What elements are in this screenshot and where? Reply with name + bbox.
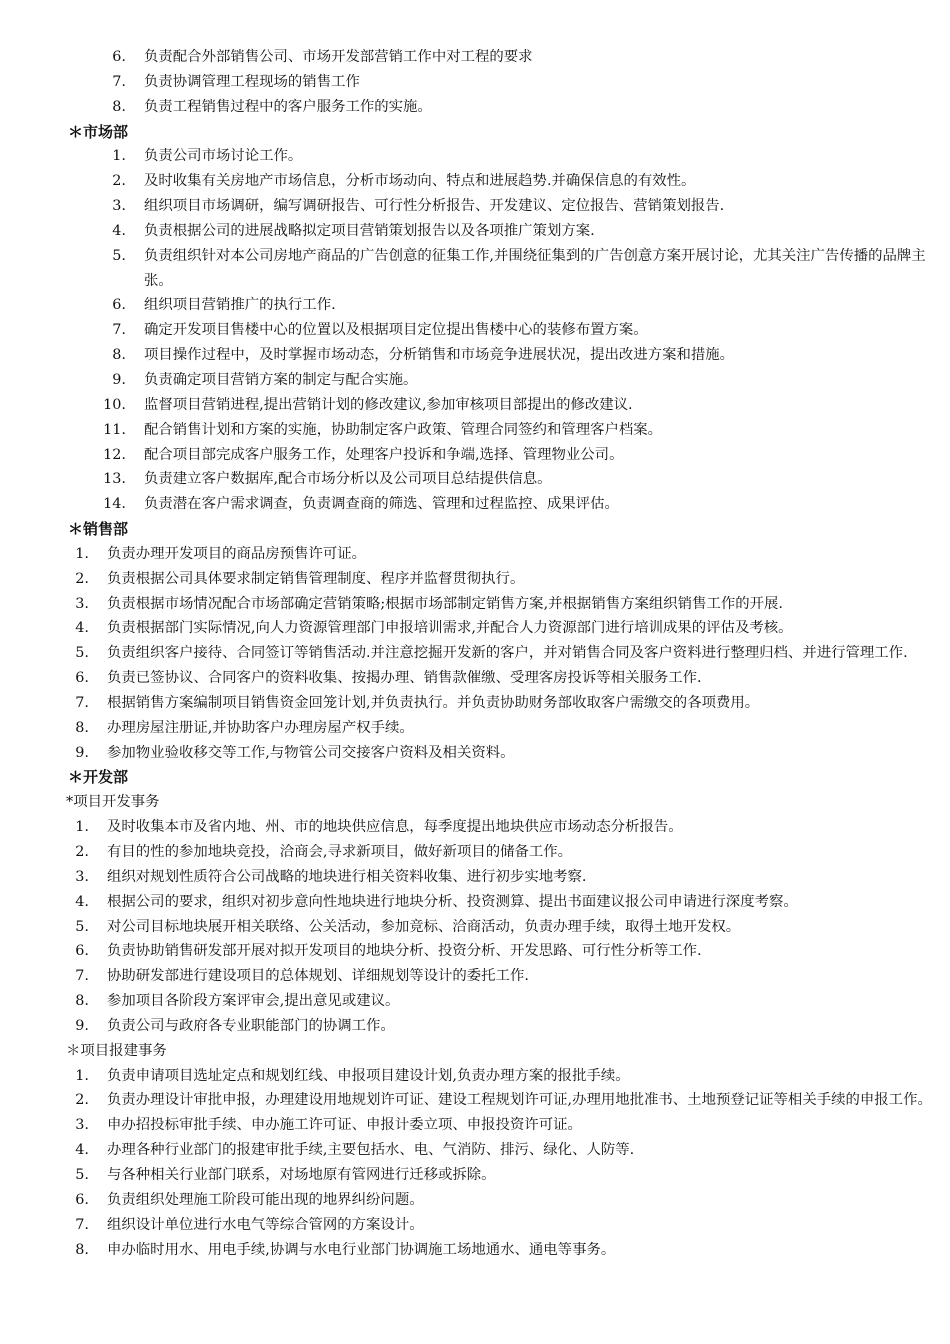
item-text: 申办招投标审批手续、申办施工许可证、申报计委立项、申报投资许可证。 bbox=[107, 1117, 582, 1134]
item-text: 负责组织针对本公司房地产商品的广告创意的征集工作,并围绕征集到的广告创意方案开展讨论，尤其关注广告传播的品牌主张。 bbox=[144, 247, 926, 289]
list-item bbox=[0, 616, 950, 641]
item-text: 负责潜在客户需求调查，负责调查商的筛选、管理和过程监控、成果评估。 bbox=[144, 496, 619, 513]
list-item bbox=[0, 1064, 950, 1089]
item-text: 根据销售方案编制项目销售资金回笼计划,并负责执行。并负责协助财务部收取客户需缴交的各项费用。 bbox=[107, 694, 760, 711]
list-item bbox=[0, 194, 950, 219]
list-item bbox=[0, 1238, 950, 1263]
list-item bbox=[0, 592, 950, 617]
list-item bbox=[0, 666, 950, 691]
item-number: 4. bbox=[75, 1142, 89, 1159]
list-item bbox=[0, 45, 950, 70]
list-item bbox=[0, 1113, 950, 1138]
list-item bbox=[0, 467, 950, 492]
item-number: 10. bbox=[103, 396, 126, 413]
item-number: 2. bbox=[75, 570, 89, 587]
list-item bbox=[0, 1138, 950, 1163]
item-text: 负责根据市场情况配合市场部确定营销策略;根据市场部制定销售方案,并根据销售方案组织销售工作的开展. bbox=[107, 595, 783, 612]
item-number: 4. bbox=[75, 893, 89, 910]
list-item bbox=[0, 293, 950, 318]
item-number: 9. bbox=[75, 1017, 89, 1034]
list-item bbox=[0, 1088, 950, 1113]
item-text: 组织对规划性质符合公司战略的地块进行相关资料收集、进行初步实地考察. bbox=[107, 868, 587, 885]
list-item bbox=[0, 343, 950, 368]
item-number: 8. bbox=[75, 719, 89, 736]
list-item bbox=[0, 169, 950, 194]
project-dev-list bbox=[0, 815, 950, 1039]
item-text: 组织项目市场调研，编写调研报告、可行性分析报告、开发建议、定位报告、营销策划报告. bbox=[144, 198, 725, 215]
item-text: 项目操作过程中，及时掌握市场动态，分析销售和市场竞争进展状况，提出改进方案和措施。 bbox=[144, 347, 735, 364]
item-number: 2. bbox=[75, 844, 89, 860]
item-text: 确定开发项目售楼中心的位置以及根据项目定位提出售楼中心的装修布置方案。 bbox=[144, 322, 648, 339]
item-text: 负责根据公司的进展战略拟定项目营销策划报告以及各项推广策划方案. bbox=[144, 222, 595, 239]
list-item bbox=[0, 865, 950, 890]
list-item bbox=[0, 567, 950, 592]
item-number: 3. bbox=[75, 1117, 89, 1134]
list-item bbox=[0, 368, 950, 393]
item-number: 8. bbox=[75, 1241, 89, 1258]
list-item bbox=[0, 964, 950, 989]
item-number: 1. bbox=[112, 148, 126, 165]
list-item bbox=[0, 318, 950, 343]
item-number: 6. bbox=[75, 1191, 89, 1208]
list-item bbox=[0, 989, 950, 1014]
item-text: 负责公司与政府各专业职能部门的协调工作。 bbox=[107, 1017, 395, 1034]
list-item bbox=[0, 691, 950, 716]
item-number: 14. bbox=[103, 496, 126, 513]
list-item bbox=[0, 939, 950, 964]
item-number: 6. bbox=[75, 943, 89, 960]
list-item bbox=[0, 741, 950, 766]
item-text: 办理各种行业部门的报建审批手续,主要包括水、电、气消防、排污、绿化、人防等. bbox=[107, 1142, 635, 1159]
project-permit-list bbox=[0, 1064, 950, 1263]
project-dev-subheading: *项目开发事务 bbox=[66, 794, 160, 811]
list-item bbox=[0, 219, 950, 244]
item-number: 8. bbox=[75, 993, 89, 1010]
item-number: 7. bbox=[75, 968, 89, 985]
item-number: 3. bbox=[75, 595, 89, 612]
item-text: 参加项目各阶段方案评审会,提出意见或建议。 bbox=[107, 993, 400, 1010]
list-item bbox=[0, 144, 950, 169]
list-item bbox=[0, 393, 950, 418]
item-number: 1. bbox=[75, 545, 89, 562]
list-item bbox=[0, 815, 950, 840]
item-text: 负责组织处理施工阶段可能出现的地界纠纷问题。 bbox=[107, 1191, 424, 1208]
item-number: 1. bbox=[75, 819, 89, 836]
list-item bbox=[0, 1213, 950, 1238]
item-text: 对公司目标地块展开相关联络、公关活动，参加竞标、洽商活动，负责办理手续，取得土地开发权。 bbox=[107, 918, 741, 935]
item-number: 4. bbox=[75, 620, 89, 637]
item-number: 7. bbox=[112, 322, 126, 339]
list-item bbox=[0, 1014, 950, 1039]
item-text: 负责公司市场讨论工作。 bbox=[144, 148, 303, 165]
list-item bbox=[0, 1188, 950, 1213]
item-number: 4. bbox=[112, 222, 126, 239]
list-item bbox=[0, 492, 950, 517]
list-item bbox=[0, 890, 950, 915]
item-text: 负责工程销售过程中的客户服务工作的实施。 bbox=[144, 98, 432, 115]
item-number: 5. bbox=[75, 1166, 89, 1183]
item-text: 负责协助销售研发部开展对拟开发项目的地块分析、投资分析、开发思路、可行性分析等工作. bbox=[107, 943, 702, 960]
list-item bbox=[0, 70, 950, 95]
sales-dept-list bbox=[0, 542, 950, 766]
item-number: 2. bbox=[75, 1092, 89, 1109]
item-text: 配合项目部完成客户服务工作，处理客户投诉和争端,选择、管理物业公司。 bbox=[144, 446, 624, 463]
item-number: 6. bbox=[75, 670, 89, 687]
list-item bbox=[0, 95, 950, 120]
item-text: 负责根据部门实际情况,向人力资源管理部门申报培训需求,并配合人力资源部门进行培训成果的评估及考核。 bbox=[107, 620, 793, 637]
item-text: 有目的性的参加地块竞投，洽商会,寻求新项目，做好新项目的储备工作。 bbox=[107, 844, 573, 860]
item-text: 及时收集本市及省内地、州、市的地块供应信息，每季度提出地块供应市场动态分析报告。 bbox=[107, 819, 683, 836]
item-number: 7. bbox=[75, 1216, 89, 1233]
item-number: 1. bbox=[75, 1067, 89, 1084]
item-text: 监督项目营销进程,提出营销计划的修改建议,参加审核项目部提出的修改建议. bbox=[144, 396, 633, 413]
list-item bbox=[0, 641, 950, 666]
list-item bbox=[0, 443, 950, 468]
item-number: 8. bbox=[112, 98, 126, 115]
item-text: 负责建立客户数据库,配合市场分析以及公司项目总结提供信息。 bbox=[144, 471, 552, 488]
item-text: 负责已签协议、合同客户的资料收集、按揭办理、销售款催缴、受理客房投诉等相关服务工作. bbox=[107, 670, 702, 687]
item-number: 5. bbox=[75, 645, 89, 662]
item-number: 2. bbox=[112, 173, 126, 190]
project-permit-subheading: ＊项目报建事务 bbox=[66, 1042, 167, 1059]
market-dept-heading: ＊市场部 bbox=[68, 122, 129, 141]
item-text: 办理房屋注册证,并协助客户办理房屋产权手续。 bbox=[107, 719, 414, 736]
item-text: 及时收集有关房地产市场信息，分析市场动向、特点和进展趋势.并确保信息的有效性。 bbox=[144, 173, 696, 190]
item-number: 8. bbox=[112, 347, 126, 364]
sales-dept-heading: ＊销售部 bbox=[68, 520, 129, 539]
item-text: 配合销售计划和方案的实施，协助制定客户政策、管理合同签约和管理客户档案。 bbox=[144, 421, 663, 438]
item-number: 6. bbox=[112, 297, 126, 314]
item-number: 9. bbox=[75, 744, 89, 761]
item-text: 协助研发部进行建设项目的总体规划、详细规划等设计的委托工作. bbox=[107, 968, 529, 985]
list-item bbox=[0, 244, 950, 294]
item-number: 12. bbox=[103, 446, 126, 463]
market-dept-list bbox=[0, 144, 950, 517]
item-number: 13. bbox=[103, 471, 126, 488]
item-text: 负责确定项目营销方案的制定与配合实施。 bbox=[144, 371, 418, 388]
item-text: 组织设计单位进行水电气等综合管网的方案设计。 bbox=[107, 1216, 424, 1233]
item-text: 参加物业验收移交等工作,与物管公司交接客户资料及相关资料。 bbox=[107, 744, 515, 761]
list-item bbox=[0, 716, 950, 741]
item-text: 负责根据公司具体要求制定销售管理制度、程序并监督贯彻执行。 bbox=[107, 570, 525, 587]
item-text: 根据公司的要求，组织对初步意向性地块进行地块分析、投资测算、提出书面建议报公司申请进行深度考察。 bbox=[107, 893, 798, 910]
list-item bbox=[0, 542, 950, 567]
item-number: 5. bbox=[112, 247, 126, 264]
list-item bbox=[0, 1163, 950, 1188]
item-text: 负责协调管理工程现场的销售工作 bbox=[144, 73, 360, 90]
item-text: 组织项目营销推广的执行工作. bbox=[144, 297, 336, 314]
item-number: 6. bbox=[112, 49, 126, 65]
list-item bbox=[0, 418, 950, 443]
item-text: 负责申请项目选址定点和规划红线、申报项目建设计划,负责办理方案的报批手续。 bbox=[107, 1067, 630, 1084]
document-page bbox=[0, 45, 950, 1262]
item-number: 7. bbox=[112, 73, 126, 90]
dev-dept-heading: ＊开发部 bbox=[68, 768, 129, 787]
sales-engineering-tail-list bbox=[0, 45, 950, 120]
item-number: 7. bbox=[75, 694, 89, 711]
item-number: 9. bbox=[112, 371, 126, 388]
item-number: 11. bbox=[103, 421, 126, 438]
item-text: 负责配合外部销售公司、市场开发部营销工作中对工程的要求 bbox=[144, 49, 533, 65]
item-number: 3. bbox=[75, 868, 89, 885]
item-text: 负责组织客户接待、合同签订等销售活动.并注意挖掘开发新的客户，并对销售合同及客户资料进行整理归档、并进行管理工作. bbox=[107, 645, 908, 662]
item-text: 负责办理设计审批申报，办理建设用地规划许可证、建设工程规划许可证,办理用地批准书、土地预登记证等相关手续的申报工作。 bbox=[107, 1092, 932, 1109]
item-text: 申办临时用水、用电手续,协调与水电行业部门协调施工场地通水、通电等事务。 bbox=[107, 1241, 616, 1258]
list-item bbox=[0, 840, 950, 865]
item-text: 与各种相关行业部门联系，对场地原有管网进行迁移或拆除。 bbox=[107, 1166, 496, 1183]
item-text: 负责办理开发项目的商品房预售许可证。 bbox=[107, 545, 367, 562]
item-number: 3. bbox=[112, 198, 126, 215]
list-item bbox=[0, 915, 950, 940]
item-number: 5. bbox=[75, 918, 89, 935]
